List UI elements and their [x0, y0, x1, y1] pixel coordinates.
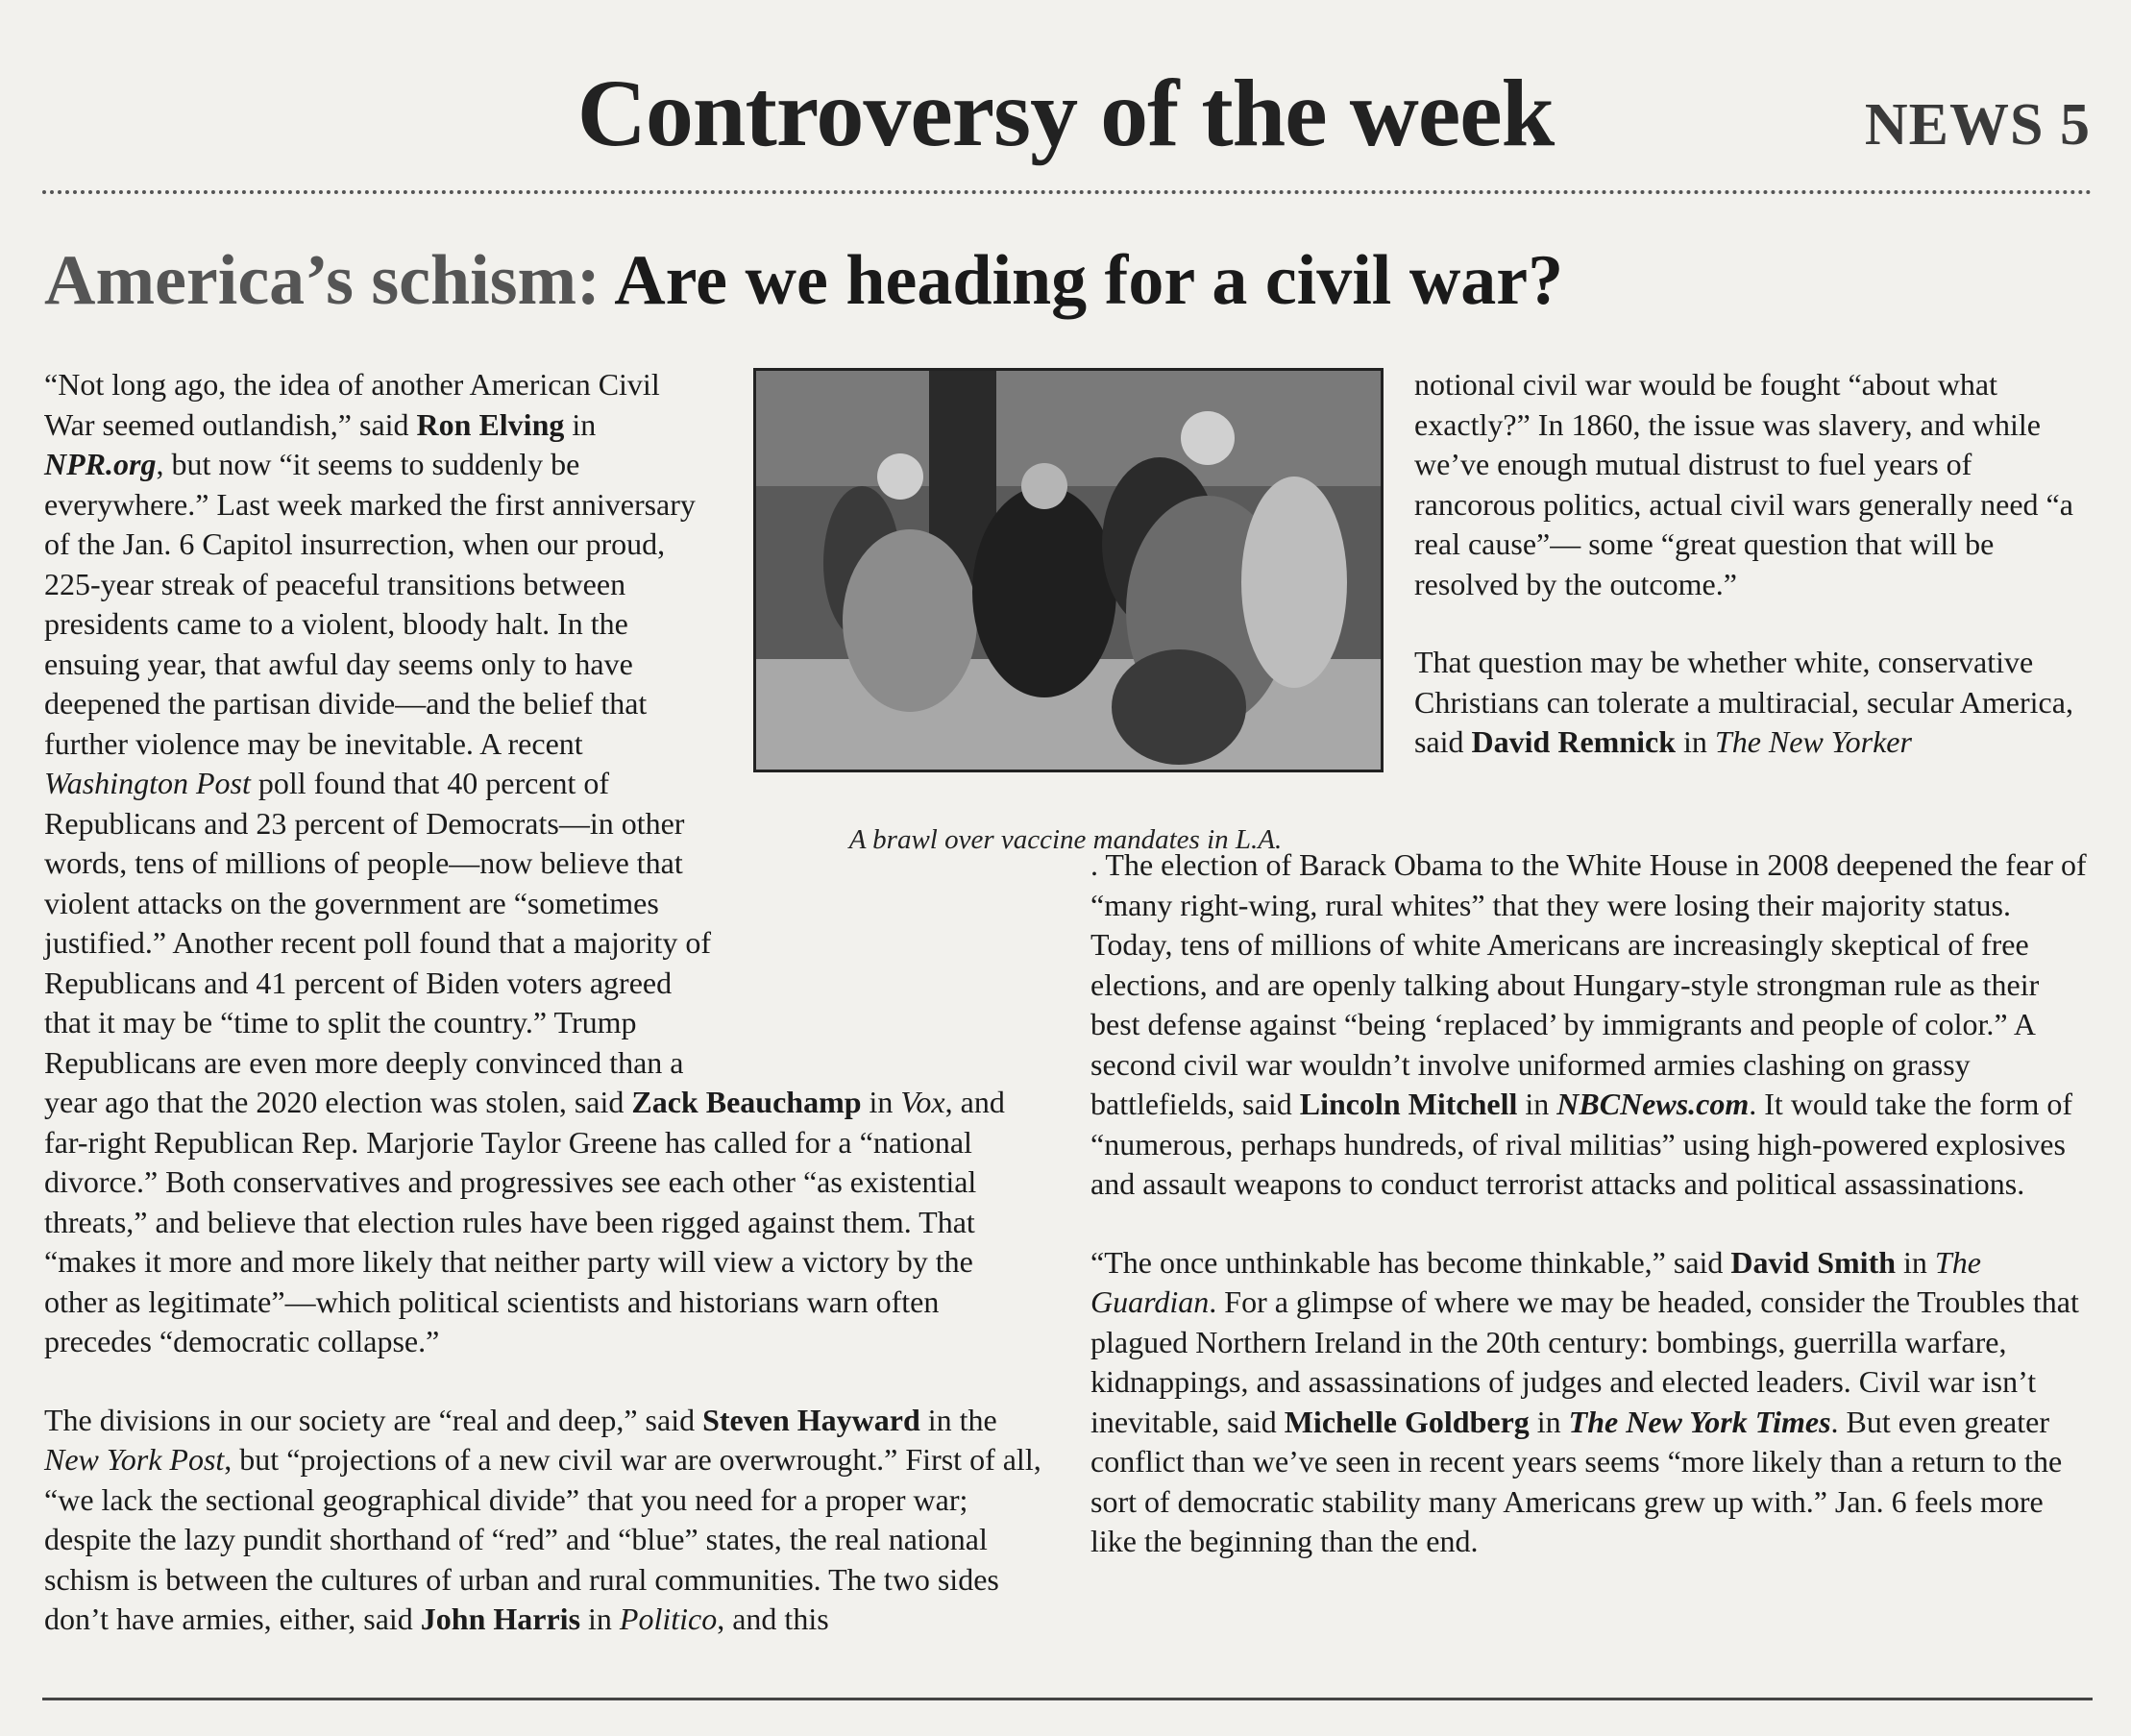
article-column-left — [44, 365, 1043, 1640]
article-column-right — [1090, 845, 2094, 1562]
paragraph-1: “Not long ago, the idea of another American Civil War seemed outlandish,” said Ron Elving in NPR.org, but now “it seems to suddenly be everywhere.” Last week marked the first anniversary of the Jan. 6 Capitol insurrection, when our proud, 225-year streak of peaceful transitions between presidents came to a violent, bloody halt. In the ensuing year, that awful day seems only to have deepened the partisan divide—and the belief that further violence may be inevitable. A recent Washington Post poll found that 40 percent of Republicans and 23 percent of Democrats—in other words, tens of millions of people—now believe that violent attacks on the government are “sometimes justified.” Another recent poll found that a majority of Republicans and 41 percent of Biden voters agreed that it may be “time to split the country.” Trump Republicans are even more deeply convinced than a year ago that the 2020 election was stolen, said Zack Beauchamp in Vox, and far-right Republican Rep. Marjorie Taylor Greene has called for a “national divorce.” Both conservatives and progressives see each other “as existential threats,” and believe that election rules have been rigged against them. That “makes it more and more likely that neither party will view a victory by the other as legitimate”—which political scientists and historians warn often precedes “democratic collapse.” — [44, 367, 1005, 1358]
headline-kicker: America’s schism: — [44, 241, 600, 320]
paragraph-5: “The once unthinkable has become thinkable,” said David Smith in The Guardian. For a glimpse of where we may be headed, consider the Troubles that plagued Northern Ireland in the 20th century: bombings, guerrilla warfare, kidnappings, and assassinations of judges and elected leaders. Civil war isn’t inevitable, said Michelle Goldberg in The New York Times. But even greater conflict than we’ve seen in recent years seems “more likely than a return to the sort of democratic stability many Americans grew up with.” Jan. 6 feels more like the beginning than the end. — [1090, 1244, 2079, 1558]
paragraph-3: notional civil war would be fought “about what exactly?” In 1860, the issue was slavery, and while we’ve enough mutual distrust to fuel years of rancorous politics, actual civil wars generally need “a real cause”— some “great question that will be resolved by the outcome.” — [1414, 367, 2073, 601]
paragraph-4-start: That question may be whether white, conservative Christians can tolerate a multiracial, secular America, said David Remnick in The New Yorker — [1414, 645, 2073, 759]
section-title: Controversy of the week — [576, 60, 1555, 166]
paragraph-2: The divisions in our society are “real and deep,” said Steven Hayward in the New York Post, but “projections of a new civil war are overwrought.” First of all, “we lack the sectional geographical divide” that you need for a proper war; despite the lazy pundit shorthand of “red” and “blue” states, the real national schism is between the cultures of urban and rural communities. The two sides don’t have armies, either, said John Harris in Politico, and this — [44, 1402, 1041, 1636]
bottom-divider — [42, 1698, 2093, 1700]
dotted-divider — [42, 190, 2093, 194]
article-headline — [44, 240, 1563, 322]
photo-caption: A brawl over vaccine mandates in L.A. — [848, 824, 1283, 855]
paragraph-4-continued: . The election of Barack Obama to the White House in 2008 deepened the fear of “many right-wing, rural whites” that they were losing their majority status. Today, tens of millions of white Americans are increasingly skeptical of free elections, and are openly talking about Hungary-style strongman rule as their best defense against “being ‘replaced’ by immigrants and people of color.” A second civil war wouldn’t involve uniformed armies clashing on grassy battlefields, said Lincoln Mitchell in NBCNews.com. It would take the form of “numerous, perhaps hundreds, of rival militias” using high-powered explosives and assault weapons to conduct terrorist attacks and political assassinations. — [1090, 847, 2087, 1201]
section-page-label: NEWS 5 — [1864, 92, 2091, 158]
article-column-right-top — [1414, 365, 2087, 763]
headline-title: Are we heading for a civil war? — [614, 241, 1564, 320]
